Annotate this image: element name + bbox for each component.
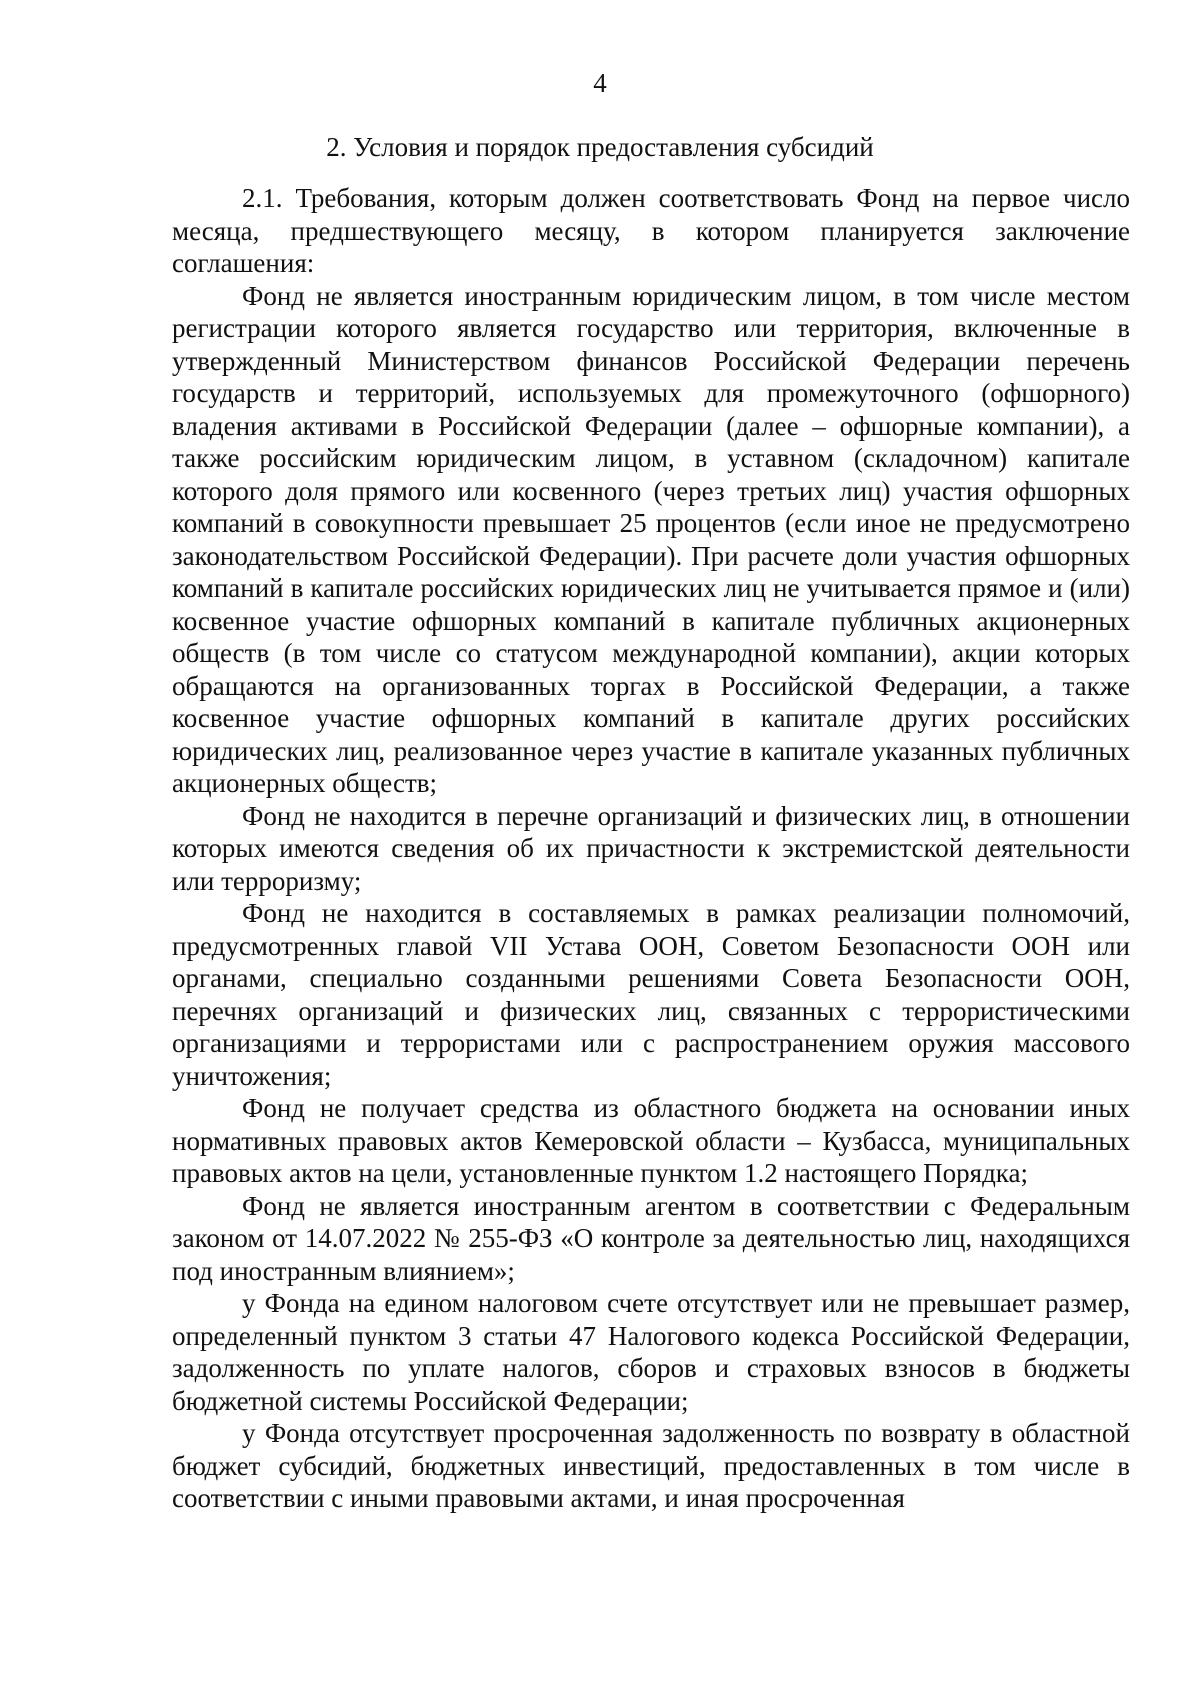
paragraph-offshore: Фонд не является иностранным юридическим лицом, в том числе местом регистрации которого является государство или территория, включенные в утвержденный Министерством финансов Российской Федерации перечень государств и территорий, используемых для промежуточного (офшорного) владения активами в Российской Федерации (далее – офшорные компании), а также российским юридическим лицом, в уставном (складочном) капитале которого доля прямого или косвенного (через третьих лиц) участия офшорных компаний в совокупности превышает 25 процентов (если иное не предусмотрено законодательством Российской Федерации). При расчете доли участия офшорных компаний в капитале российских юридических лиц не учитывается прямое и (или) косвенное участие офшорных компаний в капитале публичных акционерных обществ (в том числе со статусом международной компании), акции которых обращаются на организованных торгах в Российской Федерации, а также косвенное участие офшорных компаний в капитале других российских юридических лиц, реализованное через участие в капитале указанных публичных акционерных обществ;: [172, 280, 1130, 798]
paragraph-other-funding: Фонд не получает средства из областного бюджета на основании иных нормативных правовых актов Кемеровской области – Кузбасса, муниципальных правовых актов на цели, установленные пунктом 1.2 настоящего Порядка;: [172, 1093, 1130, 1188]
paragraph-overdue-debt: у Фонда отсутствует просроченная задолженность по возврату в областной бюджет субсидий, бюджетных инвестиций, предоставленных в том числе в соответствии с иными правовыми актами, и иная просроченная: [172, 1418, 1130, 1513]
paragraph-extremism: Фонд не находится в перечне организаций и физических лиц, в отношении которых имеются сведения об их причастности к экстремистской деятельности или терроризму;: [172, 800, 1130, 896]
section-heading: 2. Условия и порядок предоставления субсидий: [326, 132, 874, 162]
paragraph-requirements-intro: 2.1. Требования, которым должен соответствовать Фонд на первое число месяца, предшествующего месяцу, в котором планируется заключение соглашения:: [172, 183, 1130, 278]
paragraph-tax-debt: у Фонда на едином налоговом счете отсутствует или не превышает размер, определенный пунктом 3 статьи 47 Налогового кодекса Российской Федерации, задолженность по уплате налогов, сборов и страховых взносов в бюджеты бюджетной системы Российской Федерации;: [172, 1288, 1130, 1416]
paragraph-un-sanctions: Фонд не находится в составляемых в рамках реализации полномочий, предусмотренных главой VII Устава ООН, Советом Безопасности ООН или органами, специально созданными решениями Совета Безопасности ООН, перечнях организаций и физических лиц, связанных с террористическими организациями и террористами или с распространением оружия массового уничтожения;: [172, 898, 1130, 1091]
paragraph-foreign-agent: Фонд не является иностранным агентом в соответствии с Федеральным законом от 14.07.2022 № 255-ФЗ «О контроле за деятельностью лиц, находящихся под иностранным влиянием»;: [172, 1190, 1130, 1286]
document-body: [172, 182, 1130, 1515]
page-number: 4: [593, 68, 607, 98]
